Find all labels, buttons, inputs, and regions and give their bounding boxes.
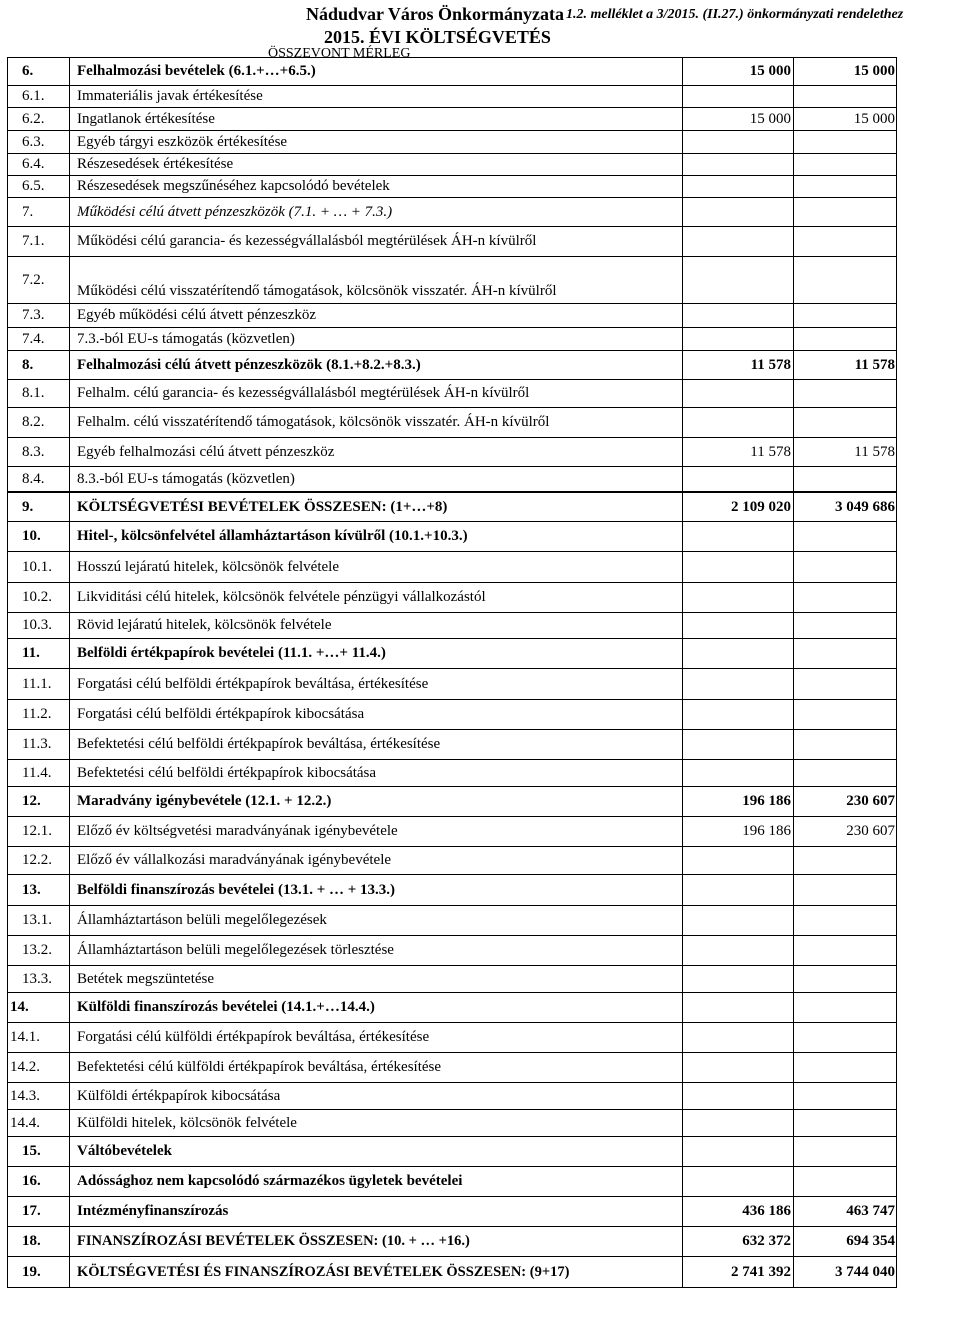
value-modified: 15 000	[793, 108, 896, 130]
table-row	[8, 993, 896, 1023]
value-original	[682, 380, 793, 407]
row-label: Egyéb tárgyi eszközök értékesítése	[77, 133, 288, 150]
table-row	[8, 669, 896, 700]
table-row	[8, 176, 896, 198]
value-modified	[793, 408, 896, 437]
row-number: 6.1.	[8, 86, 70, 107]
value-modified	[793, 1083, 896, 1109]
row-label: Államháztartáson belüli megelőlegezések	[77, 912, 327, 928]
table-row	[8, 257, 896, 304]
table-row	[8, 1227, 896, 1257]
row-label: Likviditási célú hitelek, kölcsönök felvétele pénzügyi vállalkozástól	[77, 589, 486, 605]
value-original: 2 109 020	[682, 493, 793, 521]
clipped-heading: ÖSSZEVONT MÉRLEG	[268, 46, 411, 61]
value-modified	[793, 522, 896, 551]
table-row	[8, 492, 896, 522]
value-modified	[793, 936, 896, 965]
table-row	[8, 1257, 896, 1287]
table-row	[8, 1053, 896, 1083]
row-number: 7.3.	[8, 304, 70, 327]
table-row	[8, 438, 896, 467]
table-row	[8, 198, 896, 227]
value-original: 11 578	[682, 438, 793, 466]
row-number: 13.3.	[8, 966, 70, 992]
row-label: Működési célú garancia- és kezességvállalásból megtérülések ÁH-n kívülről	[77, 233, 537, 249]
row-label: Felhalmozási bevételek (6.1.+…+6.5.)	[77, 63, 316, 79]
value-original: 11 578	[682, 351, 793, 379]
value-original: 436 186	[682, 1197, 793, 1226]
value-modified	[793, 906, 896, 935]
row-label: Hosszú lejáratú hitelek, kölcsönök felvétele	[77, 558, 339, 575]
value-original	[682, 304, 793, 327]
value-original: 196 186	[682, 787, 793, 816]
value-modified: 3 049 686	[793, 493, 896, 521]
table-row	[8, 847, 896, 875]
value-modified	[793, 154, 896, 175]
value-original	[682, 154, 793, 175]
value-modified	[793, 639, 896, 668]
table-row	[8, 1197, 896, 1227]
row-number: 11.2.	[8, 700, 70, 729]
value-original	[682, 86, 793, 107]
row-number: 11.1.	[8, 669, 70, 699]
value-modified: 230 607	[793, 787, 896, 816]
table-row	[8, 817, 896, 847]
row-number: 6.5.	[8, 176, 70, 197]
value-original	[682, 669, 793, 699]
row-label: Maradvány igénybevétele (12.1. + 12.2.)	[77, 793, 332, 809]
row-number: 16.	[8, 1167, 70, 1196]
value-original	[682, 847, 793, 874]
value-original	[682, 176, 793, 197]
value-original: 15 000	[682, 108, 793, 130]
value-original	[682, 467, 793, 491]
value-original	[682, 328, 793, 350]
row-number: 7.4.	[8, 328, 70, 350]
value-modified	[793, 669, 896, 699]
row-number: 7.	[8, 198, 70, 226]
row-label: 7.3.-ból EU-s támogatás (közvetlen)	[77, 330, 295, 347]
table-row	[8, 328, 896, 351]
value-original	[682, 1083, 793, 1109]
value-modified	[793, 613, 896, 638]
value-original	[682, 1110, 793, 1136]
value-original	[682, 408, 793, 437]
row-number: 14.2.	[8, 1053, 70, 1082]
row-label: Előző év vállalkozási maradványának igénybevétele	[77, 852, 392, 868]
value-original	[682, 1137, 793, 1166]
table-row	[8, 522, 896, 552]
table-row	[8, 227, 896, 257]
value-original	[682, 198, 793, 226]
table-row	[8, 552, 896, 583]
value-modified	[793, 583, 896, 612]
value-modified: 463 747	[793, 1197, 896, 1226]
value-modified	[793, 1167, 896, 1196]
row-label: Felhalm. célú garancia- és kezességvállalásból megtérülések ÁH-n kívülről	[77, 385, 530, 401]
row-number: 12.1.	[8, 817, 70, 846]
row-number: 12.2.	[8, 847, 70, 874]
value-modified	[793, 198, 896, 226]
value-modified	[793, 176, 896, 197]
row-label: Forgatási célú belföldi értékpapírok beváltása, értékesítése	[77, 675, 429, 692]
row-label: Rövid lejáratú hitelek, kölcsönök felvétele	[77, 617, 332, 633]
row-number: 11.3.	[8, 730, 70, 759]
row-label: Külföldi hitelek, kölcsönök felvétele	[77, 1114, 297, 1131]
value-modified	[793, 966, 896, 992]
value-original	[682, 760, 793, 786]
table-row	[8, 787, 896, 817]
row-number: 11.	[8, 639, 70, 668]
value-original	[682, 131, 793, 153]
value-original	[682, 700, 793, 729]
value-original: 2 741 392	[682, 1257, 793, 1287]
value-original: 15 000	[682, 58, 793, 85]
row-label: Adóssághoz nem kapcsolódó származékos ügyletek bevételei	[77, 1173, 463, 1189]
row-number: 6.3.	[8, 131, 70, 153]
row-label: Felhalmozási célú átvett pénzeszközök (8.1.+8.2.+8.3.)	[77, 356, 421, 373]
row-number: 8.2.	[8, 408, 70, 437]
value-modified: 11 578	[793, 351, 896, 379]
row-label: Államháztartáson belüli megelőlegezések törlesztése	[77, 942, 394, 958]
table-row	[8, 1083, 896, 1110]
row-number: 19.	[8, 1257, 70, 1287]
value-modified	[793, 700, 896, 729]
table-row	[8, 380, 896, 408]
row-label: Egyéb felhalmozási célú átvett pénzeszköz	[77, 443, 335, 460]
value-modified	[793, 730, 896, 759]
row-label: Felhalm. célú visszatérítendő támogatások, kölcsönök visszatér. ÁH-n kívülről	[77, 414, 550, 430]
row-label: Részesedések megszűnéséhez kapcsolódó bevételek	[77, 178, 390, 194]
value-original	[682, 875, 793, 905]
table-row	[8, 304, 896, 328]
row-label: Immateriális javak értékesítése	[77, 88, 263, 104]
row-label: Váltóbevételek	[77, 1143, 172, 1159]
value-original	[682, 639, 793, 668]
value-modified	[793, 328, 896, 350]
table-row	[8, 906, 896, 936]
value-original	[682, 552, 793, 582]
row-label: Részesedések értékesítése	[77, 156, 234, 172]
table-row	[8, 613, 896, 639]
table-row	[8, 1137, 896, 1167]
table-row	[8, 58, 896, 86]
value-original	[682, 1167, 793, 1196]
value-original: 632 372	[682, 1227, 793, 1256]
row-label: Belföldi értékpapírok bevételei (11.1. +…+ 11.4.)	[77, 645, 386, 661]
row-number: 11.4.	[8, 760, 70, 786]
row-number: 8.3.	[8, 438, 70, 466]
row-number: 17.	[8, 1197, 70, 1226]
row-label: Intézményfinanszírozás	[77, 1203, 229, 1219]
row-label: Működési célú átvett pénzeszközök (7.1. + … + 7.3.)	[77, 203, 393, 220]
value-original	[682, 936, 793, 965]
value-original	[682, 613, 793, 638]
row-number: 13.	[8, 875, 70, 905]
table-row	[8, 730, 896, 760]
row-number: 10.	[8, 522, 70, 551]
value-modified	[793, 467, 896, 491]
row-number: 6.2.	[8, 108, 70, 130]
row-number: 18.	[8, 1227, 70, 1256]
page-title: Nádudvar Város Önkormányzata	[306, 4, 565, 24]
value-original	[682, 966, 793, 992]
row-label: Betétek megszüntetése	[77, 970, 215, 987]
table-row	[8, 154, 896, 176]
table-row	[8, 583, 896, 613]
value-modified: 694 354	[793, 1227, 896, 1256]
value-modified	[793, 552, 896, 582]
table-row	[8, 936, 896, 966]
row-number: 15.	[8, 1137, 70, 1166]
row-number: 8.1.	[8, 380, 70, 407]
row-label: Előző év költségvetési maradványának igénybevétele	[77, 823, 398, 839]
row-label: Befektetési célú belföldi értékpapírok beváltása, értékesítése	[77, 736, 441, 752]
value-modified	[793, 1053, 896, 1082]
row-number: 8.	[8, 351, 70, 379]
row-number: 14.	[8, 993, 70, 1022]
value-modified	[793, 86, 896, 107]
budget-table	[7, 57, 897, 1288]
value-modified: 11 578	[793, 438, 896, 466]
row-number: 10.2.	[8, 583, 70, 612]
value-modified: 3 744 040	[793, 1257, 896, 1287]
table-row	[8, 351, 896, 380]
table-row	[8, 966, 896, 993]
row-number: 10.3.	[8, 613, 70, 638]
value-original	[682, 227, 793, 256]
table-row	[8, 639, 896, 669]
row-number: 6.4.	[8, 154, 70, 175]
row-label: Befektetési célú külföldi értékpapírok beváltása, értékesítése	[77, 1059, 442, 1075]
row-label: 8.3.-ból EU-s támogatás (közvetlen)	[77, 470, 295, 487]
value-modified	[793, 304, 896, 327]
row-label: Hitel-, kölcsönfelvétel államháztartáson kívülről (10.1.+10.3.)	[77, 528, 468, 544]
row-number: 14.3.	[8, 1083, 70, 1109]
table-row	[8, 86, 896, 108]
value-modified	[793, 1023, 896, 1052]
row-label: Működési célú visszatérítendő támogatások, kölcsönök visszatér. ÁH-n kívülről	[77, 283, 557, 299]
value-original	[682, 583, 793, 612]
row-label: Forgatási célú külföldi értékpapírok beváltása, értékesítése	[77, 1029, 430, 1045]
row-number: 7.1.	[8, 227, 70, 256]
row-number: 12.	[8, 787, 70, 816]
value-modified	[793, 380, 896, 407]
table-row	[8, 1023, 896, 1053]
row-label: KÖLTSÉGVETÉSI ÉS FINANSZÍROZÁSI BEVÉTELEK ÖSSZESEN: (9+17)	[77, 1263, 570, 1280]
table-row	[8, 875, 896, 906]
row-label: KÖLTSÉGVETÉSI BEVÉTELEK ÖSSZESEN: (1+…+8)	[77, 498, 448, 515]
value-modified	[793, 131, 896, 153]
row-label: Külföldi értékpapírok kibocsátása	[77, 1087, 281, 1104]
page-subtitle: 2015. ÉVI KÖLTSÉGVETÉS	[324, 27, 551, 47]
annex-note: 1.2. melléklet a 3/2015. (II.27.) önkormányzati rendelethez	[566, 7, 904, 22]
value-modified: 15 000	[793, 58, 896, 85]
value-modified	[793, 1137, 896, 1166]
value-modified	[793, 847, 896, 874]
table-row	[8, 467, 896, 492]
row-label: Ingatlanok értékesítése	[77, 110, 215, 127]
row-number: 9.	[8, 493, 70, 521]
table-row	[8, 1167, 896, 1197]
value-modified	[793, 1110, 896, 1136]
value-original: 196 186	[682, 817, 793, 846]
row-number: 13.1.	[8, 906, 70, 935]
row-label: Egyéb működési célú átvett pénzeszköz	[77, 307, 317, 323]
value-modified	[793, 875, 896, 905]
table-row	[8, 1110, 896, 1137]
row-number: 14.4.	[8, 1110, 70, 1136]
value-original	[682, 1023, 793, 1052]
table-row	[8, 700, 896, 730]
table-row	[8, 108, 896, 131]
value-original	[682, 730, 793, 759]
row-label: FINANSZÍROZÁSI BEVÉTELEK ÖSSZESEN: (10. + … +16.)	[77, 1233, 470, 1249]
row-label: Külföldi finanszírozás bevételei (14.1.+…14.4.)	[77, 999, 375, 1015]
row-number: 6.	[8, 58, 70, 85]
value-modified	[793, 760, 896, 786]
row-number: 7.2.	[8, 257, 70, 303]
value-modified: 230 607	[793, 817, 896, 846]
row-number: 8.4.	[8, 467, 70, 491]
value-original	[682, 522, 793, 551]
row-label: Befektetési célú belföldi értékpapírok kibocsátása	[77, 764, 377, 781]
table-row	[8, 760, 896, 787]
row-number: 13.2.	[8, 936, 70, 965]
row-number: 10.1.	[8, 552, 70, 582]
table-row	[8, 408, 896, 438]
row-number: 14.1.	[8, 1023, 70, 1052]
value-original	[682, 1053, 793, 1082]
value-modified	[793, 993, 896, 1022]
value-modified	[793, 227, 896, 256]
row-label: Forgatási célú belföldi értékpapírok kibocsátása	[77, 706, 365, 722]
value-original	[682, 906, 793, 935]
value-original	[682, 993, 793, 1022]
value-modified	[793, 257, 896, 303]
value-original	[682, 257, 793, 303]
row-label: Belföldi finanszírozás bevételei (13.1. + … + 13.3.)	[77, 881, 396, 898]
table-row	[8, 131, 896, 154]
